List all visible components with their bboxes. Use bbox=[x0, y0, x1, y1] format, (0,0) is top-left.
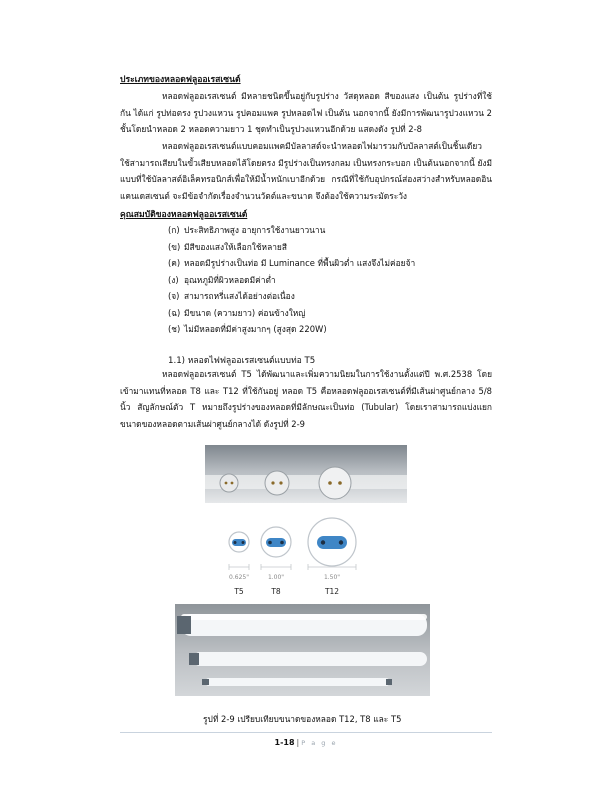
feature-text: สามารถหรี่แสงได้อย่างต่อเนื่อง bbox=[184, 291, 295, 301]
section-title: ประเภทของหลอดฟลูออเรสเซนต์ bbox=[120, 75, 241, 85]
features-title: คุณสมบัติของหลอดฟลูออเรสเซนต์ bbox=[120, 210, 248, 220]
feature-text: มีสีของแสงให้เลือกใช้หลายสี bbox=[184, 241, 287, 252]
tube-end-photo bbox=[205, 445, 407, 503]
feature-item bbox=[168, 222, 415, 239]
feature-mark: (ง) bbox=[168, 274, 179, 285]
t12-size-label: 1.50" bbox=[323, 574, 341, 581]
feature-item bbox=[168, 255, 415, 272]
figure-caption: รูปที่ 2-9 เปรียบเทียบขนาดของหลอด T12, T8 และ T5 bbox=[203, 714, 402, 724]
tube-end-caps-illustration bbox=[205, 445, 407, 503]
feature-text: ประสิทธิภาพสูง อายุการใช้งานยาวนาน bbox=[184, 225, 326, 235]
paragraph-1 bbox=[120, 88, 492, 138]
feature-mark: (จ) bbox=[168, 291, 180, 301]
feature-mark: (ก) bbox=[168, 225, 180, 235]
feature-mark: (ค) bbox=[168, 258, 181, 268]
feature-mark: (ช) bbox=[168, 324, 181, 334]
paragraph-3-text: หลอดฟลูออเรสเซนต์ T5 ได้พัฒนาและเพิ่มความนิยมในการใช้งานตั้งแต่ปี พ.ศ.2538 โดยเข้ามาแทนที่หลอด T8 และ T12 ที่ใช้กันอยู่ หลอด T5 คือหลอดฟลูออเรสเซนต์ที่มีเส้นผ่าศูนย์กลาง 5/8 นิ้ว สัญลักษณ์ตัว T หมายถึงรูปร่างของหลอดที่มีลักษณะเป็นท่อ (Tubular) โดยเราสามารถแบ่งแยกขนาดของหลอดตามเส้นผ่าศูนย์กลางได้ ดังรูปที่ 2-9 bbox=[120, 369, 492, 429]
tubes-comparison-photo bbox=[175, 604, 430, 696]
feature-mark: (ฉ) bbox=[168, 307, 181, 318]
page-label: P a g e bbox=[301, 739, 338, 747]
page-footer bbox=[0, 738, 612, 747]
t5-size-label: 0.625" bbox=[229, 574, 249, 581]
feature-item bbox=[168, 272, 415, 289]
tube-diameter-diagram bbox=[205, 505, 405, 603]
feature-item bbox=[168, 305, 415, 322]
footer-separator: | bbox=[296, 738, 300, 747]
features-list bbox=[168, 222, 415, 338]
subsection-title: 1.1) หลอดไฟฟลูออเรสเซนต์แบบท่อ T5 bbox=[168, 356, 316, 366]
tubes-comparison-illustration bbox=[175, 604, 430, 696]
feature-text: มีขนาด (ความยาว) ค่อนข้างใหญ่ bbox=[184, 307, 306, 318]
feature-mark: (ข) bbox=[168, 241, 181, 252]
feature-text: อุณหภูมิที่ผิวหลอดมีค่าต่ำ bbox=[184, 274, 276, 285]
paragraph-3 bbox=[120, 366, 492, 432]
paragraph-1-text: หลอดฟลูออเรสเซนต์ มีหลายชนิดขึ้นอยู่กับรูปร่าง วัสดุหลอด สีของแสง เป็นต้น รูปร่างที่ใช้กัน ได้แก่ รูปท่อตรง รูปวงแหวน รูปคอมแพค รูปหลอดไฟ เป็นต้น นอกจากนี้ ยังมีการพัฒนารูปวงแหวน 2 ชั้นโดยนำหลอด 2 หลอดความยาว 1 ชุดทำเป็นรูปวงแหวนอีกด้วย แสดงดัง รูปที่ 2-8 bbox=[120, 91, 492, 134]
page-number: 1-18 bbox=[274, 738, 295, 747]
feature-item bbox=[168, 239, 415, 256]
footer-divider bbox=[120, 732, 492, 733]
feature-text: ไม่มีหลอดที่มีค่าสูงมากๆ (สูงสุด 220W) bbox=[184, 324, 327, 334]
t12-name-label: T12 bbox=[324, 587, 340, 596]
t8-size-label: 1.00" bbox=[267, 574, 285, 581]
paragraph-2 bbox=[120, 138, 492, 204]
feature-item bbox=[168, 288, 415, 305]
t8-name-label: T8 bbox=[271, 587, 281, 596]
paragraph-2-text: หลอดฟลูออเรสเซนต์แบบคอมแพคมีบัลลาสต์จะนำหลอดไฟมารวมกับบัลลาสต์เป็นชิ้นเดียว ใช้สามารถเสียบในขั้วเสียบหลอดไส้โดยตรง มีรูปร่างเป็นทรงกลม เป็นทรงกระบอก เป็นต้นนอกจากนี้ ยังมีแบบที่ใช้บัลลาสต์อิเล็คทรอนิกส์เพื่อให้มีน้ำหนักเบาอีกด้วย กรณีที่ใช้กับอุปกรณ์ส่องสว่างสำหรับหลอดอินแคนเดสเซนต์ จะมีข้อจำกัดเรื่องจำนวนวัตต์และขนาด จึงต้องใช้ความระมัดระวัง bbox=[120, 141, 492, 201]
feature-item bbox=[168, 321, 415, 338]
feature-text: หลอดมีรูปร่างเป็นท่อ มี Luminance ที่พื้นผิวต่ำ แสงจึงไม่ค่อยจ้า bbox=[184, 258, 416, 268]
t5-name-label: T5 bbox=[234, 587, 244, 596]
